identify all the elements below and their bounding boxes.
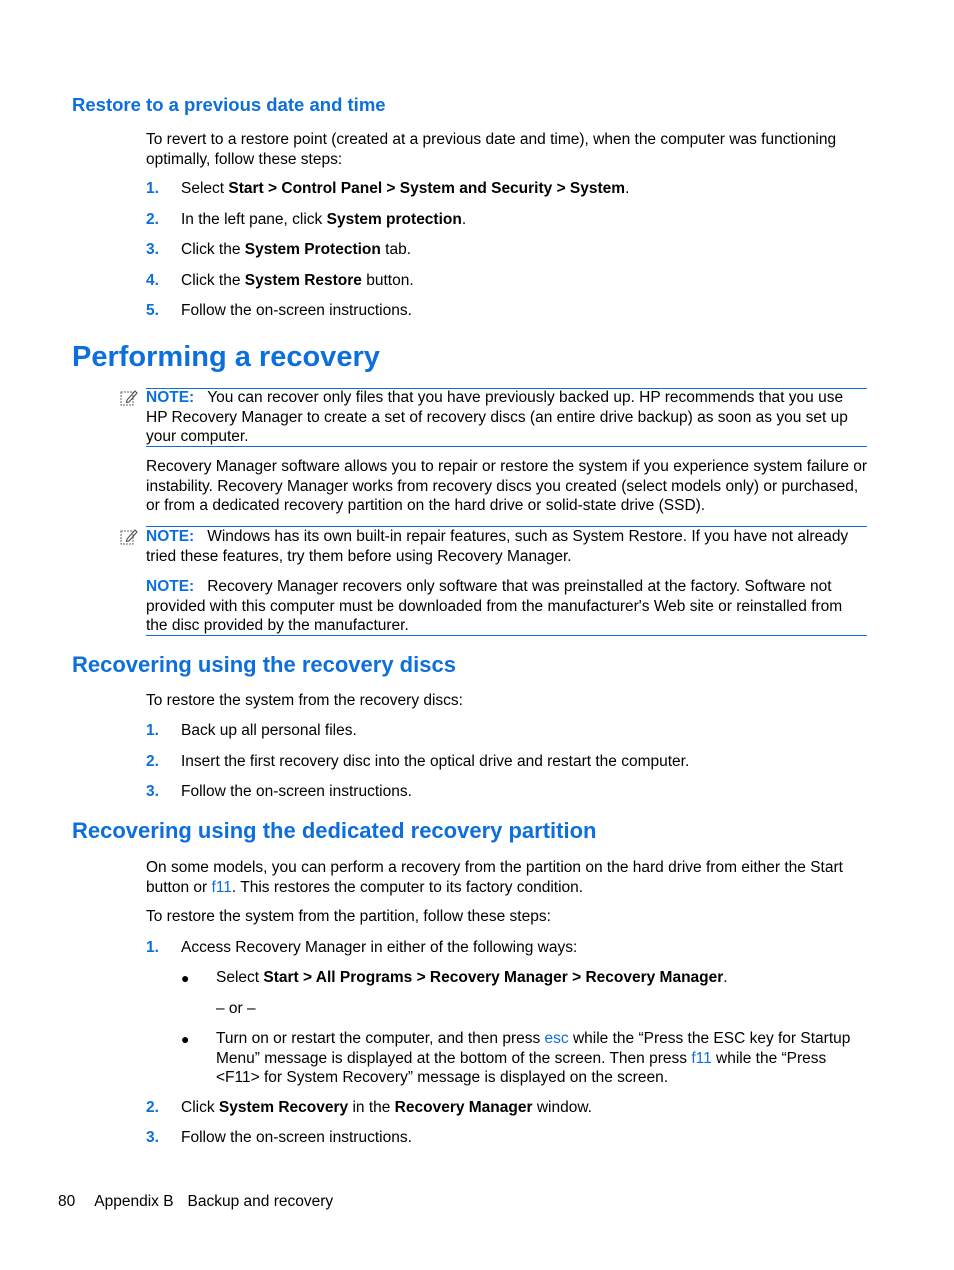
step-number: 1. <box>146 180 159 197</box>
section-heading-restore: Restore to a previous date and time <box>72 94 386 115</box>
restore-intro: To revert to a restore point (created at a previous date and time), when the computer was functioning optimally, follow these steps: <box>146 131 837 168</box>
section-heading-recovery-partition: Recovering using the dedicated recovery partition <box>72 818 597 843</box>
discs-intro: To restore the system from the recovery discs: <box>146 692 463 709</box>
note-label: NOTE: <box>146 578 195 595</box>
step-number: 3. <box>146 1129 159 1146</box>
page-number: 80 <box>58 1193 76 1210</box>
key-f11: f11 <box>211 878 232 896</box>
section-heading-recovery-discs: Recovering using the recovery discs <box>72 652 456 677</box>
step-text: Select Start > Control Panel > System and Security > System. <box>181 180 630 197</box>
partition-intro: On some models, you can perform a recovery from the partition on the hard drive from either the Start button or f11. This restores the computer to its factory condition. <box>146 859 843 896</box>
note-label: NOTE: <box>146 389 195 406</box>
restore-step-4 <box>146 271 868 291</box>
note-pencil-icon <box>120 389 138 407</box>
restore-step-3 <box>146 240 868 260</box>
step-number: 4. <box>146 272 159 289</box>
note-bottom-rule <box>146 635 867 636</box>
key-f11: f11 <box>691 1049 712 1067</box>
page-footer <box>58 1193 333 1211</box>
or-separator: – or – <box>216 1000 256 1017</box>
partition-step-1 <box>146 938 868 958</box>
discs-step-1 <box>146 721 868 741</box>
step-number: 2. <box>146 211 159 228</box>
key-esc: esc <box>544 1030 569 1047</box>
step-text: In the left pane, click System protection. <box>181 211 467 228</box>
step-text: Access Recovery Manager in either of the following ways: <box>181 939 578 956</box>
footer-title: Backup and recovery <box>187 1193 334 1210</box>
restore-step-1 <box>146 179 868 199</box>
footer-appendix: Appendix B <box>94 1193 174 1210</box>
restore-step-2 <box>146 210 868 230</box>
step-number: 3. <box>146 783 159 800</box>
note-bottom-rule <box>146 446 867 447</box>
step-number: 1. <box>146 939 159 956</box>
partition-step-2 <box>146 1098 868 1118</box>
step-text: Click the System Restore button. <box>181 272 414 289</box>
bullet-option-1: Select Start > All Programs > Recovery Manager > Recovery Manager. <box>216 969 728 986</box>
bullet-option-2: Turn on or restart the computer, and then press esc while the “Press the ESC key for Startup Menu” message is displayed at the bottom of the screen. Then press f11 while the “Press <F11> for System Recovery” message is displayed on the screen. <box>216 1030 851 1086</box>
step-text: Click the System Protection tab. <box>181 241 412 258</box>
step-text: Follow the on-screen instructions. <box>181 1129 412 1146</box>
bullet-dot: ● <box>181 1031 190 1047</box>
step-text: Back up all personal files. <box>181 722 357 739</box>
step-number: 2. <box>146 753 159 770</box>
note-pencil-icon <box>120 528 138 546</box>
note-label: NOTE: <box>146 528 195 545</box>
note-3: NOTE: Recovery Manager recovers only software that was preinstalled at the factory. Software not provided with this computer must be downloaded from the manufacturer's Web site or reinstalled from the disc provided by the manufacturer. <box>146 578 843 634</box>
bullet-dot: ● <box>181 970 190 986</box>
restore-step-5 <box>146 301 868 321</box>
note-1: NOTE: You can recover only files that you have previously backed up. HP recommends that you use HP Recovery Manager to create a set of recovery discs (an entire drive backup) as soon as you set up your computer. <box>146 389 848 445</box>
step-number: 3. <box>146 241 159 258</box>
step-number: 5. <box>146 302 159 319</box>
discs-step-2 <box>146 752 868 772</box>
step-text: Insert the first recovery disc into the optical drive and restart the computer. <box>181 753 690 770</box>
step-number: 1. <box>146 722 159 739</box>
note-2: NOTE: Windows has its own built-in repair features, such as System Restore. If you have not already tried these features, try them before using Recovery Manager. <box>146 528 849 565</box>
discs-step-3 <box>146 782 868 802</box>
chapter-heading-performing-recovery: Performing a recovery <box>72 341 380 373</box>
step-text: Follow the on-screen instructions. <box>181 302 412 319</box>
step-number: 2. <box>146 1099 159 1116</box>
recovery-manager-description: Recovery Manager software allows you to repair or restore the system if you experience system failure or instability. Recovery Manager works from recovery discs you created (select models only) or purchased, or from a dedicated recovery partition on the hard drive or solid-state drive (SSD). <box>146 458 868 514</box>
step-text: Follow the on-screen instructions. <box>181 783 412 800</box>
step-text: Click System Recovery in the Recovery Manager window. <box>181 1099 592 1116</box>
partition-intro-2: To restore the system from the partition, follow these steps: <box>146 908 551 925</box>
partition-step-3 <box>146 1128 868 1148</box>
